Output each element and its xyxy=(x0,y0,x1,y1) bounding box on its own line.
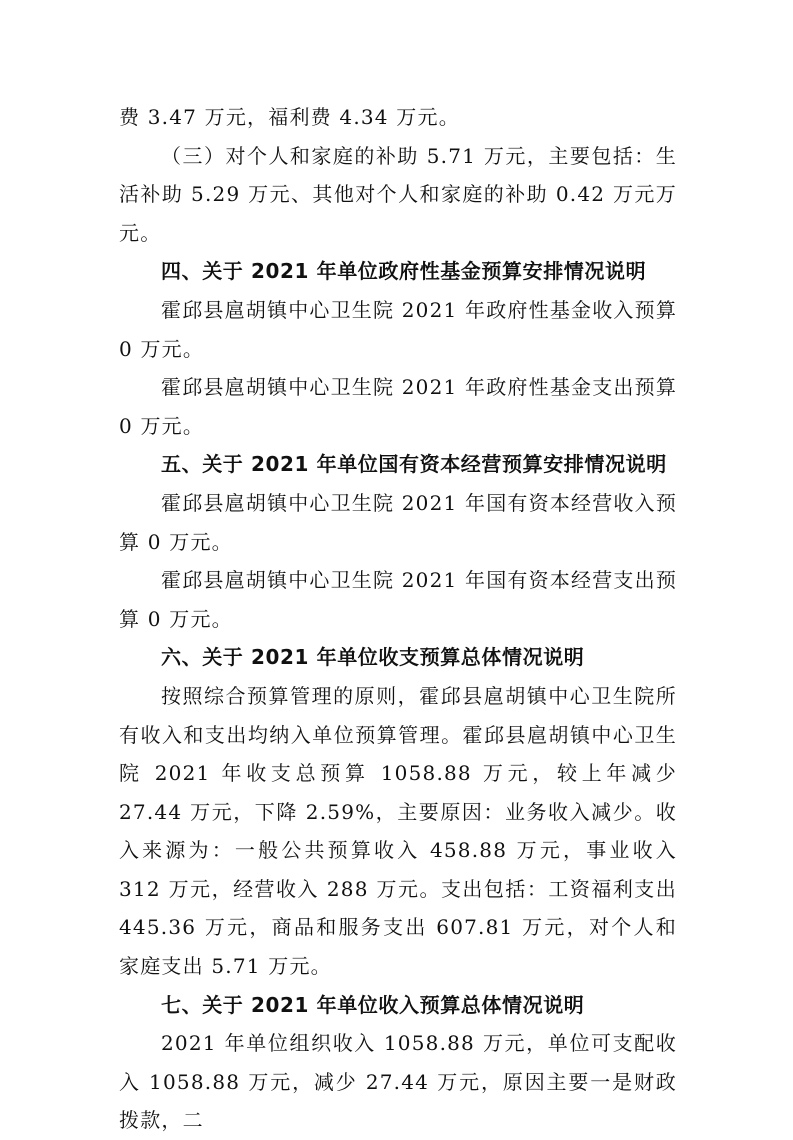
heading-state-capital-budget: 五、关于 2021 年单位国有资本经营预算安排情况说明 xyxy=(161,452,667,477)
paragraph-benefit-fees: 费 3.47 万元，福利费 4.34 万元。 xyxy=(119,105,460,129)
paragraph-overall-budget: 按照综合预算管理的原则，霍邱县扈胡镇中心卫生院所有收入和支出均纳入单位预算管理。霍邱县扈胡镇中心卫生院 2021 年收支总预算 1058.88 万元，较上年减少 27.44 万元，下降 2.59%，主要原因：业务收入减少。收入来源为：一般公共预算收入 458.88 万元，事业收入 312 万元，经营收入 288 万元。支出包括：工资福利支出 445.36 万元，商品和服务支出 607.81 万元，对个人和家庭支出 5.71 万元。 xyxy=(119,683,677,979)
paragraph-income-budget: 2021 年单位组织收入 1058.88 万元，单位可支配收入 1058.88 万元，减少 27.44 万元，原因主要一是财政拨款，二 xyxy=(119,1031,677,1133)
paragraph-fund-income: 霍邱县扈胡镇中心卫生院 2021 年政府性基金收入预算 0 万元。 xyxy=(119,297,678,361)
paragraph-personal-subsidy: （三）对个人和家庭的补助 5.71 万元，主要包括：生活补助 5.29 万元、其他对个人和家庭的补助 0.42 万元万元。 xyxy=(119,143,677,245)
heading-income-budget: 七、关于 2021 年单位收入预算总体情况说明 xyxy=(161,992,585,1017)
heading-government-fund-budget: 四、关于 2021 年单位政府性基金预算安排情况说明 xyxy=(161,259,647,284)
document-body xyxy=(119,98,677,1140)
paragraph-fund-expenditure: 霍邱县扈胡镇中心卫生院 2021 年政府性基金支出预算 0 万元。 xyxy=(119,375,678,438)
paragraph-capital-income: 霍邱县扈胡镇中心卫生院 2021 年国有资本经营收入预算 0 万元。 xyxy=(119,490,678,554)
paragraph-capital-expenditure: 霍邱县扈胡镇中心卫生院 2021 年国有资本经营支出预算 0 万元。 xyxy=(119,568,678,631)
heading-overall-budget: 六、关于 2021 年单位收支预算总体情况说明 xyxy=(161,645,585,670)
